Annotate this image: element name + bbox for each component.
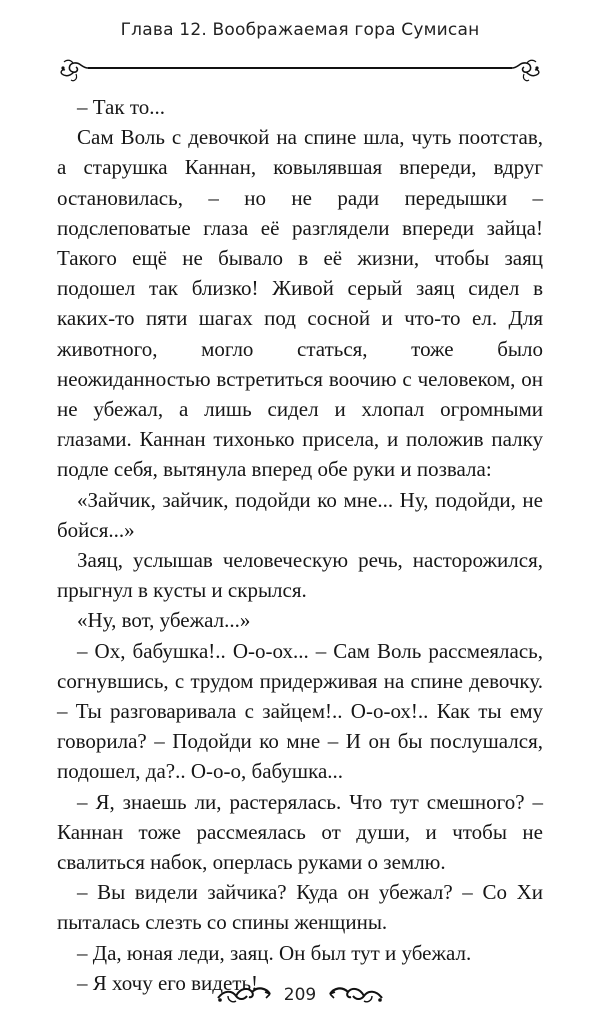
paragraph: – Я, знаешь ли, растерялась. Что тут смешного? – Каннан тоже рассмеялась от души, и чтобы не свалиться набок, оперлась руками о землю. [57,789,543,875]
body-text [57,92,543,998]
page-footer [0,980,600,1010]
header-rule [58,58,542,86]
chapter-header: Глава 12. Воображаемая гора Сумисан [120,20,480,40]
paragraph: – Да, юная леди, заяц. Он был тут и убежал. [77,940,472,965]
page-number: 209 [283,985,317,1005]
paragraph: Заяц, услышав человеческую речь, насторожился, прыгнул в кусты и скрылся. [57,548,543,603]
paragraph: – Я хочу его видеть! [77,970,259,995]
flourish-icon [508,58,542,86]
paragraph: – Вы видели зайчика? Куда он убежал? – Со Хи пыталась слезть со спины женщины. [57,880,543,935]
fleuron-icon [326,984,386,1006]
paragraph: – Ох, бабушка!.. О-о-ох... – Сам Воль рассмеялась, согнувшись, с трудом придерживая на спине девочку. – Ты разговаривала с зайцем!.. О-о-ох!.. Как ты ему говорила? – Подойди ко мне – И он бы послушался, подошел, да?.. О-о-о, бабушка... [57,638,543,784]
paragraph: «Ну, вот, убежал...» [77,608,251,633]
paragraph: – Так то... [77,95,165,119]
flourish-icon [58,58,92,86]
horizontal-rule [88,67,512,69]
fleuron-icon [214,984,274,1006]
paragraph: «Зайчик, зайчик, подойди ко мне... Ну, подойди, не бойся...» [57,487,543,542]
paragraph: Сам Воль с девочкой на спине шла, чуть поотстав, а старушка Каннан, ковылявшая впереди, вдруг остановилась, – но не ради передышки – подслеповатые глаза её разглядели впереди зайца! Такого ещё не бывало в её жизни, чтобы заяц подошел так близко! Живой серый заяц сидел в каких-то пяти шагах под сосной и что-то ел. Для животного, могло статься, тоже было неожиданностью встретиться воочию с человеком, он не убежал, а лишь сидел и хлопал огромными глазами. Каннан тихонько присела, и положив палку подле себя, вытянула вперед обе руки и позвала: [57,125,543,482]
